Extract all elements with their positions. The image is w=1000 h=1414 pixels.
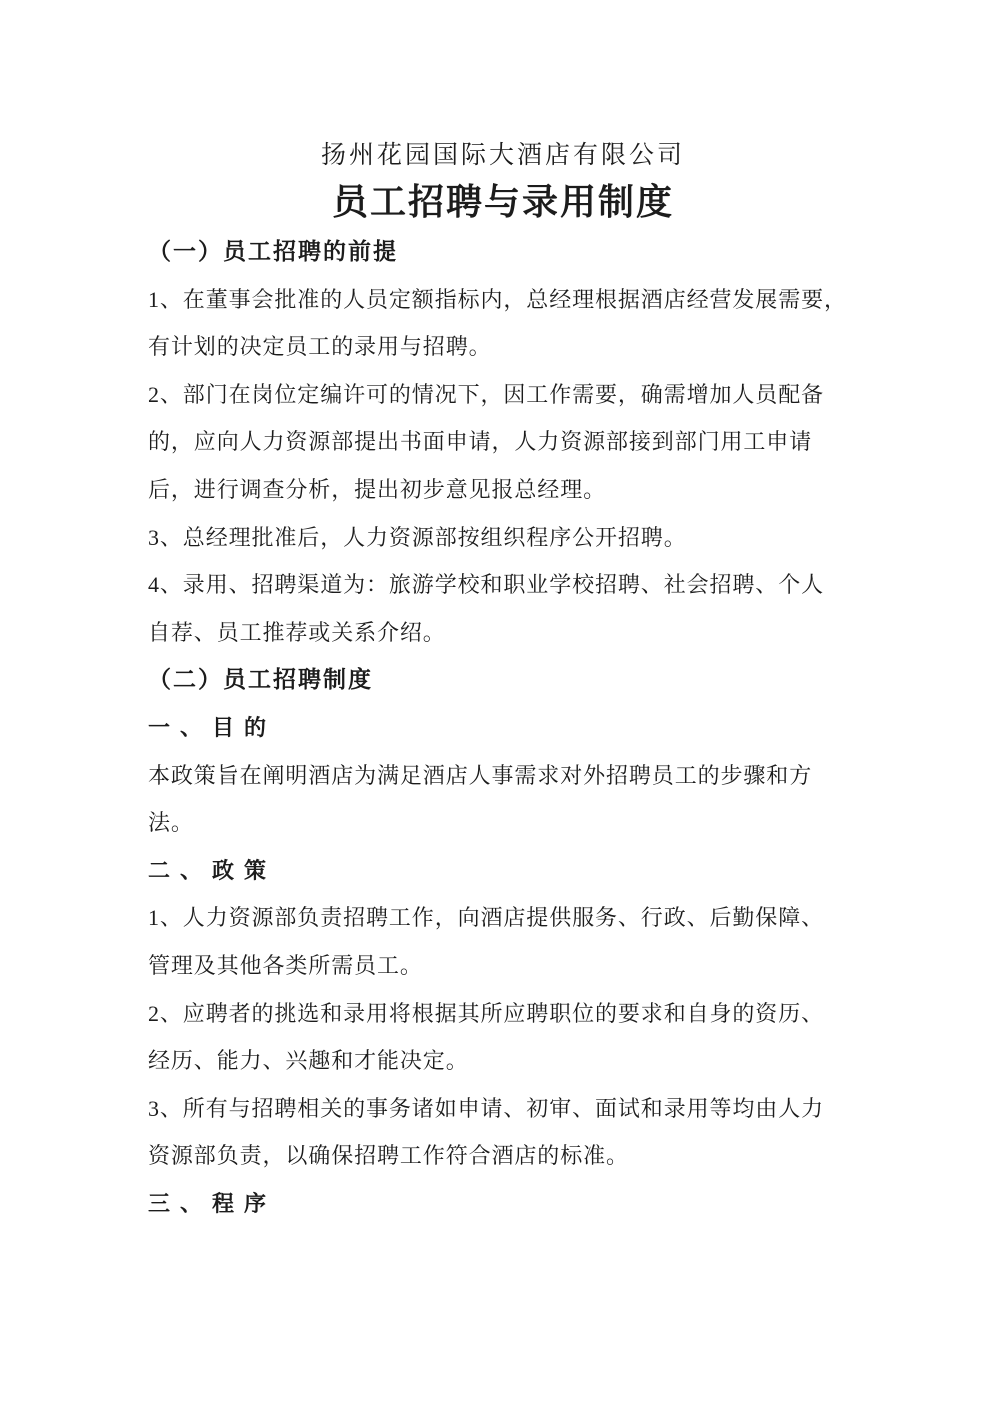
- paragraph: [148, 514, 860, 562]
- paragraph: [148, 752, 860, 847]
- document-title: 员工招聘与录用制度: [331, 181, 674, 222]
- paragraph: [148, 894, 860, 989]
- text-line: 1、人力资源部负责招聘工作，向酒店提供服务、行政、后勤保障、: [148, 905, 825, 931]
- text-line: 有计划的决定员工的录用与招聘。: [148, 334, 492, 360]
- paragraph: [148, 1085, 860, 1180]
- paragraph: [148, 990, 860, 1085]
- text-line: 4、录用、招聘渠道为：旅游学校和职业学校招聘、社会招聘、个人: [148, 572, 825, 598]
- text-line: 资源部负责，以确保招聘工作符合酒店的标准。: [148, 1143, 629, 1169]
- section-1-heading: （一）员工招聘的前提: [148, 238, 398, 264]
- paragraph: [148, 371, 860, 514]
- section-2-heading: （二）员工招聘制度: [148, 666, 373, 693]
- paragraph: [148, 561, 860, 656]
- subsection-purpose-heading: 一、目的: [148, 714, 277, 740]
- text-line: 本政策旨在阐明酒店为满足酒店人事需求对外招聘员工的步骤和方: [148, 762, 813, 788]
- subsection-policy-heading: 二、政策: [148, 857, 277, 883]
- text-line: 管理及其他各类所需员工。: [148, 952, 423, 978]
- text-line: 法。: [148, 810, 194, 836]
- text-line: 的，应向人力资源部提出书面申请，人力资源部接到部门用工申请: [148, 429, 813, 455]
- subsection-procedure-heading: 三、程序: [148, 1190, 277, 1216]
- text-line: 2、部门在岗位定编许可的情况下，因工作需要，确需增加人员配备: [148, 381, 825, 407]
- company-title: 扬州花园国际大酒店有限公司: [320, 142, 685, 169]
- text-line: 3、总经理批准后，人力资源部按组织程序公开招聘。: [148, 524, 687, 550]
- text-line: 2、应聘者的挑选和录用将根据其所应聘职位的要求和自身的资历、: [148, 1000, 825, 1026]
- paragraph: [148, 276, 860, 371]
- text-line: 经历、能力、兴趣和才能决定。: [148, 1048, 469, 1074]
- text-line: 1、在董事会批准的人员定额指标内，总经理根据酒店经营发展需要，: [148, 286, 847, 312]
- text-line: 自荐、员工推荐或关系介绍。: [148, 619, 446, 645]
- text-line: 后，进行调查分析，提出初步意见报总经理。: [148, 476, 607, 502]
- text-line: 3、所有与招聘相关的事务诸如申请、初审、面试和录用等均由人力: [148, 1095, 825, 1121]
